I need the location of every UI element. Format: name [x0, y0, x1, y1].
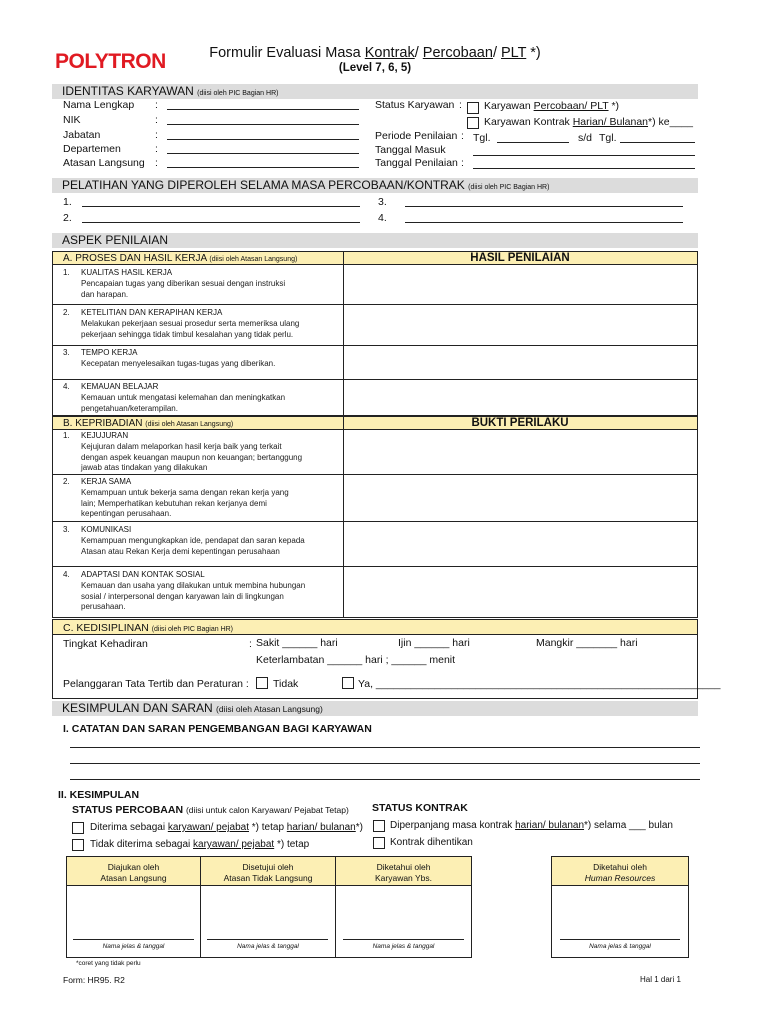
- tanggal-penilaian-label: Tanggal Penilaian: [375, 157, 458, 169]
- signature-line[interactable]: [343, 939, 464, 940]
- opt-underlined: Percobaan/ PLT: [533, 100, 609, 112]
- column-divider: [343, 417, 344, 617]
- row-divider: [53, 304, 697, 305]
- colon: :: [155, 129, 158, 141]
- row-divider: [53, 566, 697, 567]
- status-kontrak-heading: STATUS KONTRAK: [372, 802, 468, 814]
- form-code: Form: HR95. R2: [63, 975, 125, 985]
- opt-text: Diterima sebagai: [90, 822, 168, 833]
- sig-role: Atasan Tidak Langsung: [223, 873, 313, 883]
- identitas-field-input[interactable]: [167, 109, 359, 110]
- section-b-title: [63, 418, 233, 429]
- criteria-number: 4.: [63, 382, 70, 391]
- title-kontrak: Kontrak: [364, 45, 415, 61]
- criteria-title: KEMAUAN BELAJAR: [81, 382, 159, 391]
- kesimpulan-title: KESIMPULAN DAN SARAN: [62, 701, 213, 715]
- row-divider: [53, 521, 697, 522]
- opt-text: *) ke____: [648, 116, 693, 128]
- section-a-title: [63, 253, 297, 264]
- opt-underlined: karyawan/ pejabat: [193, 839, 275, 850]
- criteria-description: dan harapan.: [81, 289, 129, 299]
- criteria-description: Kejujuran dalam melaporkan hasil kerja baik yang terkait: [81, 442, 282, 451]
- section-c-note: (diisi oleh PIC Bagian HR): [151, 626, 234, 633]
- kesimpulan-heading: [52, 701, 698, 716]
- kesimpulan-note: (diisi oleh Atasan Langsung): [216, 704, 323, 714]
- criteria-title: KETELITIAN DAN KERAPIHAN KERJA: [81, 308, 223, 317]
- criteria-description: pengetahuan/keterampilan.: [81, 403, 178, 413]
- title-sep: /: [414, 45, 423, 61]
- opt-underlined: harian/ bulanan: [515, 820, 585, 831]
- opt-text: *): [355, 822, 363, 833]
- kesimpulan-label: II. KESIMPULAN: [58, 789, 140, 801]
- tidak-diterima-label: [90, 839, 309, 850]
- identitas-field-input[interactable]: [167, 167, 359, 168]
- colon: :: [459, 99, 462, 111]
- pelatihan-num: 4.: [378, 212, 387, 224]
- status-kontrak-checkbox[interactable]: [467, 117, 479, 129]
- opt-text: *) selama ___ bulan: [584, 820, 673, 831]
- sig-label: Diketahui oleh: [593, 862, 647, 872]
- opt-text: Karyawan: [484, 100, 534, 112]
- section-c-title: [63, 622, 233, 634]
- pelatihan-num: 3.: [378, 196, 387, 208]
- criteria-description: lain; Memperhatikan kebutuhan rekan kerjanya demi: [81, 498, 267, 508]
- title-sep: /: [492, 45, 501, 61]
- criteria-description: kepentingan perusahaan.: [81, 509, 172, 518]
- colon: :: [461, 130, 464, 142]
- pelatihan-field-2[interactable]: [82, 222, 360, 223]
- identitas-field-input[interactable]: [167, 139, 359, 140]
- signature-karyawan: [336, 857, 471, 886]
- pelatihan-field-3[interactable]: [405, 206, 683, 207]
- opt-underlined: Harian/ Bulanan: [572, 116, 649, 128]
- pelanggaran-tidak-checkbox[interactable]: [256, 677, 268, 689]
- periode-label: Periode Penilaian: [375, 130, 458, 142]
- colon: :: [155, 143, 158, 155]
- identitas-heading: [52, 84, 698, 99]
- sig-role: Karyawan Ybs.: [374, 873, 432, 883]
- opt-text: *): [608, 100, 620, 112]
- signature-caption: Nama jelas & tanggal: [372, 943, 435, 950]
- section-a-table: [52, 251, 698, 416]
- criteria-title: KUALITAS HASIL KERJA: [81, 268, 173, 277]
- polytron-logo: POLYTRON: [55, 50, 166, 73]
- sig-role: Human Resources: [584, 873, 656, 883]
- pelatihan-note: (diisi oleh PIC Bagian HR): [468, 184, 550, 191]
- pelatihan-heading: [52, 178, 698, 193]
- pelatihan-field-4[interactable]: [405, 222, 683, 223]
- colon: :: [249, 638, 252, 650]
- section-b-table: [52, 416, 698, 618]
- opt-text: *) tetap: [274, 839, 310, 850]
- title-text: Formulir Evaluasi Masa: [209, 45, 365, 61]
- signature-human-resources: [552, 857, 688, 886]
- status-kontrak-option: [484, 116, 693, 128]
- criteria-description: Kemampuan mengungkapkan ide, pendapat dan saran kepada: [81, 536, 305, 545]
- section-b-note: (diisi oleh Atasan Langsung): [145, 421, 234, 428]
- identitas-field-label: Jabatan: [63, 129, 101, 141]
- bukti-perilaku-header: BUKTI PERILAKU: [471, 417, 569, 429]
- status-percobaan-checkbox[interactable]: [467, 102, 479, 114]
- colon: :: [155, 157, 158, 169]
- status-karyawan-label: Status Karyawan: [375, 99, 455, 111]
- criteria-description: Kecepatan menyelesaikan tugas-tugas yang diberikan.: [81, 359, 276, 368]
- hasil-penilaian-header: HASIL PENILAIAN: [470, 252, 570, 264]
- pelatihan-field-1[interactable]: [82, 206, 360, 207]
- pelanggaran-tidak-label: Tidak: [273, 678, 299, 690]
- title-percobaan: Percobaan: [422, 45, 493, 61]
- section-c-label: C. KEDISIPLINAN: [63, 622, 149, 634]
- pelatihan-title: PELATIHAN YANG DIPEROLEH SELAMA MASA PERCOBAAN/KONTRAK: [62, 178, 465, 192]
- form-title: [190, 45, 560, 61]
- criteria-number: 2.: [63, 477, 70, 486]
- colon: :: [155, 114, 158, 126]
- periode-sd: s/d: [578, 132, 593, 144]
- opt-text: Tidak diterima sebagai: [90, 839, 194, 850]
- pelatihan-num: 1.: [63, 196, 72, 208]
- diterima-checkbox[interactable]: [72, 822, 84, 834]
- colon: :: [461, 157, 464, 169]
- diterima-label: [90, 822, 363, 833]
- opt-text: Diperpanjang masa kontrak: [390, 820, 516, 831]
- criteria-description: Pencapaian tugas yang diberikan sesuai dengan instruksi: [81, 279, 286, 288]
- criteria-number: 2.: [63, 308, 70, 317]
- signature-caption: Nama jelas & tanggal: [589, 943, 651, 950]
- identitas-field-label: NIK: [63, 114, 81, 126]
- opt-underlined: harian/ bulanan: [286, 822, 356, 833]
- periode-tgl2: Tgl.: [599, 132, 617, 144]
- signature-caption: Nama jelas & tanggal: [237, 943, 299, 950]
- identitas-field-label: Atasan Langsung: [63, 157, 145, 169]
- title-asterisk: *): [526, 45, 541, 61]
- tanggal-masuk-field[interactable]: [473, 155, 695, 156]
- status-percobaan-title: STATUS PERCOBAAN: [72, 804, 184, 816]
- criteria-description: jawab atas tindakan yang dilakukan: [81, 463, 208, 472]
- criteria-description: pekerjaan sehingga tidak timbul kesalahan yang tidak perlu.: [81, 329, 294, 339]
- mangkir-field[interactable]: Mangkir _______ hari: [536, 637, 638, 649]
- criteria-description: dengan aspek keuangan maupun non keuangan; bertanggung: [81, 452, 303, 462]
- periode-start-field[interactable]: [497, 142, 569, 143]
- criteria-description: Kemauan untuk mengatasi kelemahan dan meningkatkan: [81, 393, 286, 402]
- tanggal-penilaian-field[interactable]: [473, 168, 695, 169]
- signature-atasan-tidak-langsung: [201, 857, 335, 886]
- opt-text: Karyawan Kontrak: [484, 116, 573, 128]
- tidak-diterima-checkbox[interactable]: [72, 839, 84, 851]
- catatan-line-2[interactable]: [70, 763, 700, 764]
- status-percobaan-note: (diisi untuk calon Karyawan/ Pejabat Tetap): [185, 805, 349, 815]
- diperpanjang-checkbox[interactable]: [373, 820, 385, 832]
- signature-caption: Nama jelas & tanggal: [102, 943, 165, 950]
- status-percobaan-option: [484, 100, 619, 112]
- catatan-line-3[interactable]: [70, 779, 700, 780]
- sakit-field[interactable]: Sakit ______ hari: [256, 637, 338, 649]
- criteria-title: KERJA SAMA: [81, 477, 132, 486]
- criteria-title: ADAPTASI DAN KONTAK SOSIAL: [81, 570, 205, 579]
- sig-role: Atasan Langsung: [100, 873, 167, 883]
- kontrak-dihentikan-label: Kontrak dihentikan: [390, 837, 473, 848]
- criteria-description: sosial / interpersonal dengan karyawan lain di lingkungan: [81, 591, 284, 601]
- criteria-description: Melakukan pekerjaan sesuai prosedur serta memeriksa ulang: [81, 319, 300, 328]
- identitas-field-input[interactable]: [167, 153, 359, 154]
- pelanggaran-ya-field[interactable]: Ya, ___________________________________________________________: [358, 678, 721, 690]
- tanggal-masuk-label: Tanggal Masuk: [375, 144, 446, 156]
- criteria-number: 4.: [63, 570, 70, 579]
- title-plt: PLT: [501, 45, 527, 61]
- identitas-title: IDENTITAS KARYAWAN: [62, 84, 194, 98]
- form-subtitle: (Level 7, 6, 5): [338, 62, 412, 74]
- page-number: Hal 1 dari 1: [640, 975, 681, 984]
- catatan-line-1[interactable]: [70, 747, 700, 748]
- criteria-number: 1.: [63, 268, 70, 277]
- sig-label: Diketahui oleh: [376, 862, 431, 872]
- row-divider: [53, 379, 697, 380]
- row-divider: [53, 474, 697, 475]
- criteria-description: Kemampuan untuk bekerja sama dengan rekan kerja yang: [81, 488, 289, 497]
- opt-text: *) tetap: [248, 822, 287, 833]
- identitas-note: (diisi oleh PIC Bagian HR): [197, 90, 279, 97]
- kehadiran-label: Tingkat Kehadiran: [63, 638, 148, 650]
- ijin-field[interactable]: Ijin ______ hari: [398, 637, 470, 649]
- criteria-title: KEJUJURAN: [81, 431, 129, 440]
- periode-end-field[interactable]: [620, 142, 695, 143]
- signature-group: [66, 856, 472, 958]
- opt-underlined: karyawan/ pejabat: [167, 822, 249, 833]
- pelatihan-num: 2.: [63, 212, 72, 224]
- footer-note: *coret yang tidak perlu: [76, 960, 141, 967]
- criteria-number: 3.: [63, 348, 70, 357]
- status-percobaan-heading: [72, 804, 349, 816]
- criteria-description: perusahaan.: [81, 602, 126, 611]
- section-a-note: (diisi oleh Atasan Langsung): [209, 256, 298, 263]
- column-divider: [343, 252, 344, 415]
- criteria-number: 1.: [63, 431, 70, 440]
- identitas-field-input[interactable]: [167, 124, 359, 125]
- aspek-heading: ASPEK PENILAIAN: [52, 233, 698, 248]
- sig-label: Disetujui oleh: [242, 862, 294, 872]
- identitas-field-label: Departemen: [63, 143, 121, 155]
- signature-atasan-langsung: [67, 857, 200, 886]
- signature-line[interactable]: [207, 939, 328, 940]
- criteria-description: Atasan atau Rekan Kerja demi kepentingan perusahaan: [81, 546, 280, 556]
- signature-line[interactable]: [73, 939, 194, 940]
- pelanggaran-label: Pelanggaran Tata Tertib dan Peraturan :: [63, 678, 249, 690]
- section-b-label: B. KEPRIBADIAN: [63, 418, 143, 429]
- criteria-number: 3.: [63, 525, 70, 534]
- catatan-label: I. CATATAN DAN SARAN PENGEMBANGAN BAGI KARYAWAN: [63, 723, 372, 735]
- sig-label: Diajukan oleh: [107, 862, 160, 872]
- periode-tgl: Tgl.: [473, 132, 491, 144]
- signature-hr-box: [551, 856, 689, 958]
- diperpanjang-label: [390, 820, 673, 831]
- criteria-title: KOMUNIKASI: [81, 525, 132, 534]
- signature-line[interactable]: [560, 939, 680, 940]
- colon: :: [155, 99, 158, 111]
- criteria-description: Kemauan dan usaha yang dilakukan untuk membina hubungan: [81, 581, 306, 590]
- kontrak-dihentikan-checkbox[interactable]: [373, 837, 385, 849]
- identitas-field-label: Nama Lengkap: [63, 99, 135, 111]
- keterlambatan-field[interactable]: Keterlambatan ______ hari ; ______ menit: [256, 654, 456, 666]
- section-a-label: A. PROSES DAN HASIL KERJA: [63, 253, 207, 264]
- row-divider: [53, 345, 697, 346]
- pelanggaran-ya-checkbox[interactable]: [342, 677, 354, 689]
- criteria-title: TEMPO KERJA: [81, 348, 138, 357]
